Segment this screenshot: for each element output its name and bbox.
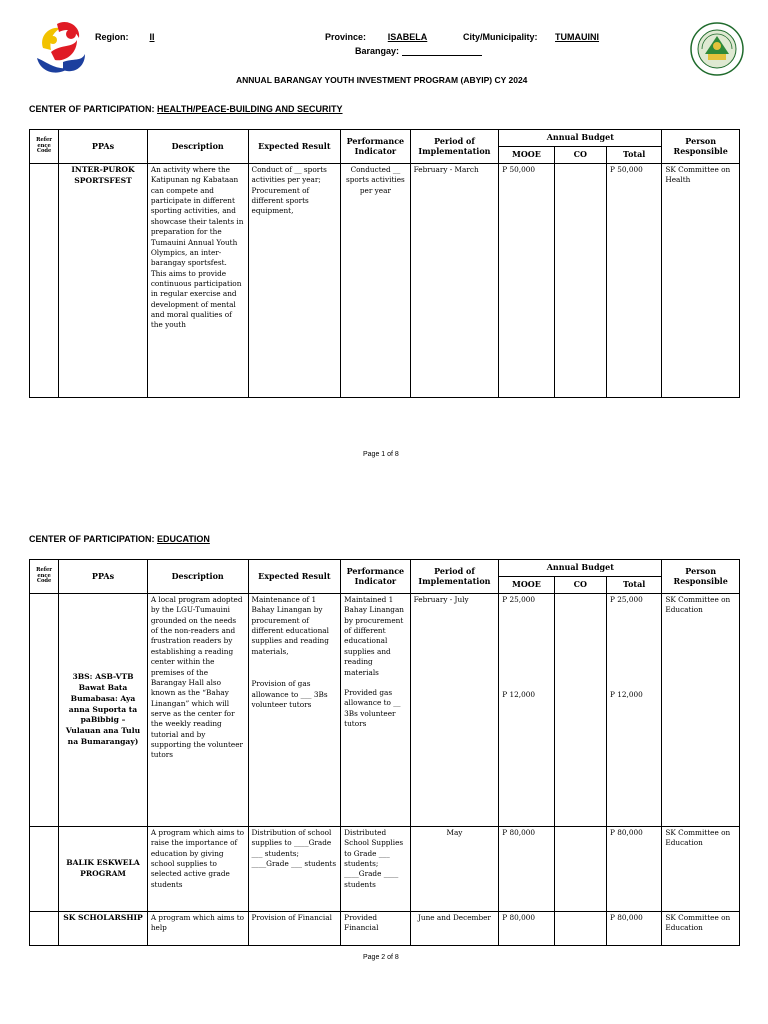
col-description: Description [147, 130, 248, 164]
region-label: Region: [95, 32, 129, 42]
total-cell: P 50,000 [606, 164, 661, 398]
indicator-cell: Distributed School Supplies to Grade ___ students; ____Grade ____ students [341, 827, 410, 912]
mooe-cell: P 80,000 [499, 912, 554, 946]
col-ppas: PPAs [59, 130, 148, 164]
table-row [30, 164, 740, 398]
table-row [30, 827, 740, 912]
center-label-p2: CENTER OF PARTICIPATION: [29, 534, 155, 544]
sk-logo [33, 18, 89, 76]
col-indicator: Performance Indicator [341, 130, 410, 164]
abyip-table-p1 [29, 129, 740, 398]
barangay-label: Barangay: [355, 46, 400, 56]
center-value-p2: EDUCATION [157, 534, 210, 544]
description-cell: An activity where the Katipunan ng Kabataan can compete and participate in different sporting activities, and showcase their talents in preparation for the Tumauini Annual Youth Olympics, an inter-barangay sportsfest. This aims to provide continuous participation in regular exercise and development of mental and moral qualities of the youth [147, 164, 248, 398]
indicator-cell: Provided Financial [341, 912, 410, 946]
expected-cell: Distribution of school supplies to ____Grade ___ students; ____Grade ___ students [248, 827, 341, 912]
center-label-p1: CENTER OF PARTICIPATION: [29, 104, 155, 114]
province-value: ISABELA [387, 32, 428, 42]
person-cell: SK Committee on Education [662, 594, 740, 827]
col-budget: Annual Budget [499, 560, 662, 577]
total-cell [606, 594, 661, 827]
total-cell: P 80,000 [606, 912, 661, 946]
col-co: CO [554, 577, 606, 594]
expected-text-a: Maintenance of 1 Bahay Linangan by procurement of different educational supplies and reading materials, [251, 595, 329, 656]
document-title: ANNUAL BARANGAY YOUTH INVESTMENT PROGRAM (ABYIP) CY 2024 [236, 75, 528, 85]
description-cell: A local program adopted by the LGU-Tumauini grounded on the needs of the non-readers and frustration readers by establishing a reading center within the premises of the Barangay Hall also known as the “Bahay Linangan” which will serve as the center for the weekly reading tutorial and by supporting the volunteer tutors [147, 594, 248, 827]
period-cell: June and December [410, 912, 499, 946]
indicator-cell: Conducted __ sports activities per year [341, 164, 410, 398]
ref-cell [30, 827, 59, 912]
indicator-text-a: Maintained 1 Bahay Linangan by procurement of different educational supplies and reading materials [344, 595, 405, 677]
abyip-table-p2 [29, 559, 740, 946]
ppa-cell: 3BS: ASB-VTB Bawat Bata Bumabasa: Aya anna Suporta ta paBibbig – Vulauan ana Tulu na Bumarangay) [59, 594, 148, 827]
ref-cell [30, 164, 59, 398]
col-mooe: MOOE [499, 577, 554, 594]
expected-cell [248, 594, 341, 827]
expected-cell: Conduct of __ sports activities per year; Procurement of different sports equipment, [248, 164, 341, 398]
indicator-text-b: Provided gas allowance to __ 3Bs volunteer tutors [344, 687, 401, 728]
total-value-b: P 12,000 [609, 690, 643, 700]
person-cell: SK Committee on Health [662, 164, 740, 398]
province-label: Province: [325, 32, 367, 42]
page-number-1: Page 1 of 8 [363, 451, 399, 458]
col-person: Person Responsible [662, 130, 740, 164]
col-description: Description [147, 560, 248, 594]
col-expected: Expected Result [248, 130, 341, 164]
co-cell [554, 827, 606, 912]
col-ppas: PPAs [59, 560, 148, 594]
co-cell [554, 164, 606, 398]
ppa-cell: SK SCHOLARSHIP [59, 912, 148, 946]
total-cell: P 80,000 [606, 827, 661, 912]
page-number-2: Page 2 of 8 [363, 954, 399, 961]
table-row [30, 912, 740, 946]
person-cell: SK Committee on Education [662, 912, 740, 946]
col-person: Person Responsible [662, 560, 740, 594]
period-cell: February - July [410, 594, 499, 827]
person-cell: SK Committee on Education [662, 827, 740, 912]
co-cell [554, 912, 606, 946]
indicator-cell [341, 594, 410, 827]
col-ref: Refer ence Code [30, 130, 59, 164]
expected-text-b: Provision of gas allowance to ___ 3Bs volunteer tutors [251, 679, 328, 709]
expected-cell: Provision of Financial [248, 912, 341, 946]
col-co: CO [554, 147, 606, 164]
ref-cell [30, 594, 59, 827]
barangay-value [402, 46, 482, 56]
col-period: Period of Implementation [410, 560, 499, 594]
period-cell: May [410, 827, 499, 912]
mooe-value-b: P 12,000 [502, 690, 536, 700]
col-total: Total [606, 577, 661, 594]
period-cell: February - March [410, 164, 499, 398]
description-cell: A program which aims to help [147, 912, 248, 946]
col-total: Total [606, 147, 661, 164]
col-budget: Annual Budget [499, 130, 662, 147]
center-value-p1: HEALTH/PEACE-BUILDING AND SECURITY [157, 104, 343, 114]
co-cell [554, 594, 606, 827]
municipal-seal [690, 22, 744, 76]
col-period: Period of Implementation [410, 130, 499, 164]
col-expected: Expected Result [248, 560, 341, 594]
description-cell: A program which aims to raise the importance of education by giving school supplies to selected active grade students [147, 827, 248, 912]
ppa-cell: INTER-PUROK SPORTSFEST [59, 164, 148, 398]
city-value: TUMAUINI [555, 32, 600, 42]
ppa-cell: BALIK ESKWELA PROGRAM [59, 827, 148, 912]
col-mooe: MOOE [499, 147, 554, 164]
total-value-a: P 25,000 [609, 595, 643, 604]
mooe-cell [499, 594, 554, 827]
table-row [30, 594, 740, 827]
mooe-cell: P 80,000 [499, 827, 554, 912]
city-label: City/Municipality: [463, 32, 538, 42]
mooe-cell: P 50,000 [499, 164, 554, 398]
mooe-value-a: P 25,000 [502, 595, 536, 604]
col-indicator: Performance Indicator [341, 560, 410, 594]
col-ref: Refer ence Code [30, 560, 59, 594]
region-value: II [149, 32, 155, 42]
ref-cell [30, 912, 59, 946]
